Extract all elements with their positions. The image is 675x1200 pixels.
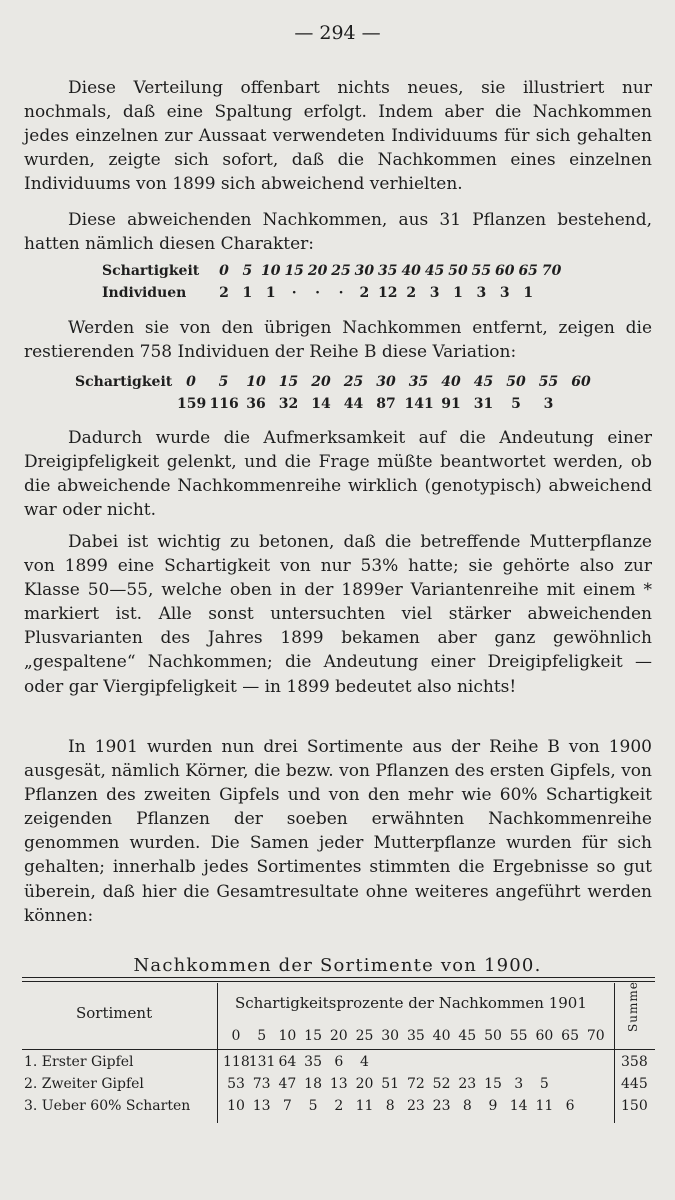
table-cell: 47 <box>278 1076 297 1092</box>
table-cell: 20 <box>355 1076 374 1092</box>
table-cell: 73 <box>252 1076 271 1092</box>
dist1-class: 10 <box>261 263 281 279</box>
dist2-class: 20 <box>311 374 331 390</box>
table-cell: 53 <box>227 1076 245 1092</box>
table-class-header: 60 <box>535 1028 554 1044</box>
dist1-class: 70 <box>541 263 562 279</box>
table-class-header: 30 <box>381 1028 400 1044</box>
dist1-count: 2 <box>359 285 370 301</box>
table-col-sortiment: Sortiment <box>76 1004 153 1022</box>
table-cell: 52 <box>432 1076 451 1092</box>
table-class-header: 15 <box>304 1028 322 1044</box>
table-cell: 8 <box>385 1098 395 1114</box>
table-class-header: 25 <box>355 1028 374 1044</box>
dist1-count: 1 <box>523 285 534 301</box>
table-cell: 5 <box>308 1098 318 1114</box>
table-cell: 35 <box>304 1054 322 1070</box>
dist2-count: 3 <box>543 396 554 412</box>
table-class-header: 70 <box>586 1028 605 1044</box>
dist2-class: 35 <box>408 374 429 390</box>
table-class-header: 35 <box>406 1028 425 1044</box>
dist2-count: 31 <box>473 396 494 412</box>
table-cell: 5 <box>539 1076 549 1092</box>
dist2-count: 141 <box>404 396 434 412</box>
table-cell: 23 <box>458 1076 477 1092</box>
dist1-count: 2 <box>219 285 229 301</box>
dist1-count: 2 <box>406 285 417 301</box>
dist1-class: 5 <box>242 263 253 279</box>
table-cell: 7 <box>282 1098 292 1114</box>
table-cell: 72 <box>406 1076 425 1092</box>
dist2-count: 116 <box>209 396 239 412</box>
table-cell: 8 <box>462 1098 472 1114</box>
table-col-header: Schartigkeitsprozente der Nachkommen 1901 <box>235 994 587 1012</box>
dist1-count: 1 <box>453 285 463 301</box>
table-class-header: 5 <box>257 1028 267 1044</box>
dist1-label-schartigkeit: Schartigkeit <box>102 263 200 279</box>
table-class-header: 65 <box>561 1028 579 1044</box>
table-class-header: 55 <box>509 1028 528 1044</box>
dist1-count: 3 <box>429 285 440 301</box>
paragraph-3: Werden sie von den übrigen Nachkommen entfernt, zeigen die restierenden 758 Individuen der Reihe B diese Variation: <box>24 318 652 363</box>
page-number: — 294 — <box>294 22 381 44</box>
dist2-class: 60 <box>571 374 591 390</box>
dist1-class: 55 <box>471 263 492 279</box>
table-col-summe: Summe <box>626 981 640 1032</box>
dist1-class: 0 <box>219 263 229 279</box>
table-cell: 2 <box>334 1098 344 1114</box>
paragraph-2: Diese abweichenden Nachkommen, aus 31 Pflanzen bestehend, hatten nämlich diesen Charakter: <box>24 210 652 255</box>
dist2-count: 14 <box>311 396 331 412</box>
table-cell: 4 <box>360 1054 369 1070</box>
table-row-sum: 358 <box>621 1054 648 1070</box>
table-vrule-right <box>614 983 615 1123</box>
paragraph-5: Dabei ist wichtig zu betonen, daß die betreffende Mutterpflanze von 1899 eine Schartigkeit von nur 53% hatte; sie gehörte also zur Klasse 50—55, welche oben in der 1899er Variantenreihe mit einem * markiert ist. Alle sonst untersuchten viel stärker abweichenden Plusvarianten des Jahres 1899 bekamen aber ganz gewöhnlich „gespaltene“ Nachkommen; die Andeutung einer Dreigipfeligkeit — oder gar Viergipfeligkeit — in 1899 bedeutet also nichts! <box>24 532 652 697</box>
dist2-count: 5 <box>511 396 521 412</box>
table-header-rule <box>22 1049 655 1050</box>
table-cell: 3 <box>514 1076 524 1092</box>
dist2-count: 32 <box>278 396 299 412</box>
table-class-header: 50 <box>484 1028 502 1044</box>
table-cell: 6 <box>565 1098 575 1114</box>
dist2-count: 44 <box>343 396 364 412</box>
table-cell: 10 <box>227 1098 245 1114</box>
dist2-label-schartigkeit: Schartigkeit <box>75 374 173 390</box>
table-cell: 64 <box>278 1054 297 1070</box>
dist1-count: 3 <box>476 285 487 301</box>
table-cell: 11 <box>355 1098 374 1114</box>
table-row-label: 3. Ueber 60% Scharten <box>24 1098 191 1114</box>
dist1-count: 1 <box>242 285 253 301</box>
table-row-label: 2. Zweiter Gipfel <box>24 1076 144 1092</box>
dist2-count: 91 <box>441 396 461 412</box>
dist2-count: 36 <box>246 396 266 412</box>
dist1-label-individuen: Individuen <box>102 285 187 301</box>
dist1-class: 60 <box>495 263 515 279</box>
paragraph-1: Diese Verteilung offenbart nichts neues, sie illustriert nur nochmals, daß eine Spaltung erfolgt. Indem aber die Nachkommen jedes einzelnen zur Aussaat verwendeten Individuums für sich gehalten wurden, zeigte sich sofort, daß die Nachkommen eines einzelnen Individuums von 1899 sich abweichend verhielten. <box>24 78 652 195</box>
table-top-rule <box>22 977 655 978</box>
table-cell: 18 <box>304 1076 322 1092</box>
table-cell: 11 <box>535 1098 554 1114</box>
dist1-class: 35 <box>378 263 398 279</box>
table-cell: 118 <box>223 1054 250 1070</box>
dist2-class: 40 <box>441 374 461 390</box>
paragraph-6: In 1901 wurden nun drei Sortimente aus der Reihe B von 1900 ausgesät, nämlich Körner, die bezw. von Pflanzen des ersten Gipfels, von Pflanzen des zweiten Gipfels und von den mehr wie 60% Schartigkeit zeigenden Pflanzen der soeben erwähnten Nachkommenreihe genommen wurden. Die Samen jeder Mutterpflanze wurden für sich gehalten; innerhalb jedes Sortimentes stimmten die Ergebnisse so gut überein, daß hier die Gesamtresultate ohne weiteres angeführt werden können: <box>24 737 652 926</box>
dist1-class: 15 <box>284 263 304 279</box>
dist2-class: 25 <box>343 374 364 390</box>
dist1-count: 12 <box>378 285 398 301</box>
dist1-class: 25 <box>331 263 351 279</box>
dist2-class: 50 <box>506 374 526 390</box>
paragraph-4: Dadurch wurde die Aufmerksamkeit auf die Andeutung einer Dreigipfeligkeit gelenkt, und die Frage müßte beantwortet werden, ob die abweichende Nachkommenreihe wirklich (genotypisch) abweichend war oder nicht. <box>24 428 652 521</box>
table-row-sum: 445 <box>621 1076 648 1092</box>
dist2-class: 10 <box>246 374 266 390</box>
dist1-count: · <box>315 285 321 301</box>
table-top-rule-2 <box>22 981 655 982</box>
dist1-count: 3 <box>499 285 510 301</box>
table-cell: 15 <box>484 1076 502 1092</box>
dist1-class: 45 <box>424 263 445 279</box>
dist1-count: · <box>338 285 344 301</box>
table-cell: 14 <box>509 1098 528 1114</box>
table-class-header: 10 <box>278 1028 297 1044</box>
dist2-class: 45 <box>473 374 494 390</box>
table-cell: 131 <box>248 1054 276 1070</box>
dist1-count: · <box>291 285 297 301</box>
table-class-header: 40 <box>432 1028 451 1044</box>
table-row-sum: 150 <box>621 1098 648 1114</box>
table-cell: 23 <box>406 1098 425 1114</box>
dist1-class: 20 <box>307 263 328 279</box>
table-cell: 13 <box>252 1098 271 1114</box>
dist2-count: 159 <box>177 396 207 412</box>
dist2-class: 15 <box>278 374 299 390</box>
dist2-class: 30 <box>376 374 396 390</box>
dist1-class: 65 <box>518 263 538 279</box>
table-cell: 6 <box>334 1054 344 1070</box>
dist2-class: 55 <box>538 374 559 390</box>
dist1-count: 1 <box>265 285 276 301</box>
table-cell: 23 <box>432 1098 451 1114</box>
table-cell: 13 <box>329 1076 348 1092</box>
table-cell: 9 <box>488 1098 498 1114</box>
dist2-count: 87 <box>376 396 396 412</box>
table-class-header: 0 <box>231 1028 241 1044</box>
dist2-class: 5 <box>218 374 229 390</box>
table-vrule-left <box>217 983 218 1123</box>
table-class-header: 20 <box>329 1028 348 1044</box>
dist1-class: 30 <box>354 263 375 279</box>
table-class-header: 45 <box>458 1028 477 1044</box>
dist1-class: 40 <box>401 263 421 279</box>
dist2-class: 0 <box>186 374 196 390</box>
table-cell: 51 <box>381 1076 400 1092</box>
table-row-label: 1. Erster Gipfel <box>24 1054 134 1070</box>
dist1-class: 50 <box>448 263 468 279</box>
table-title: Nachkommen der Sortimente von 1900. <box>133 955 542 976</box>
